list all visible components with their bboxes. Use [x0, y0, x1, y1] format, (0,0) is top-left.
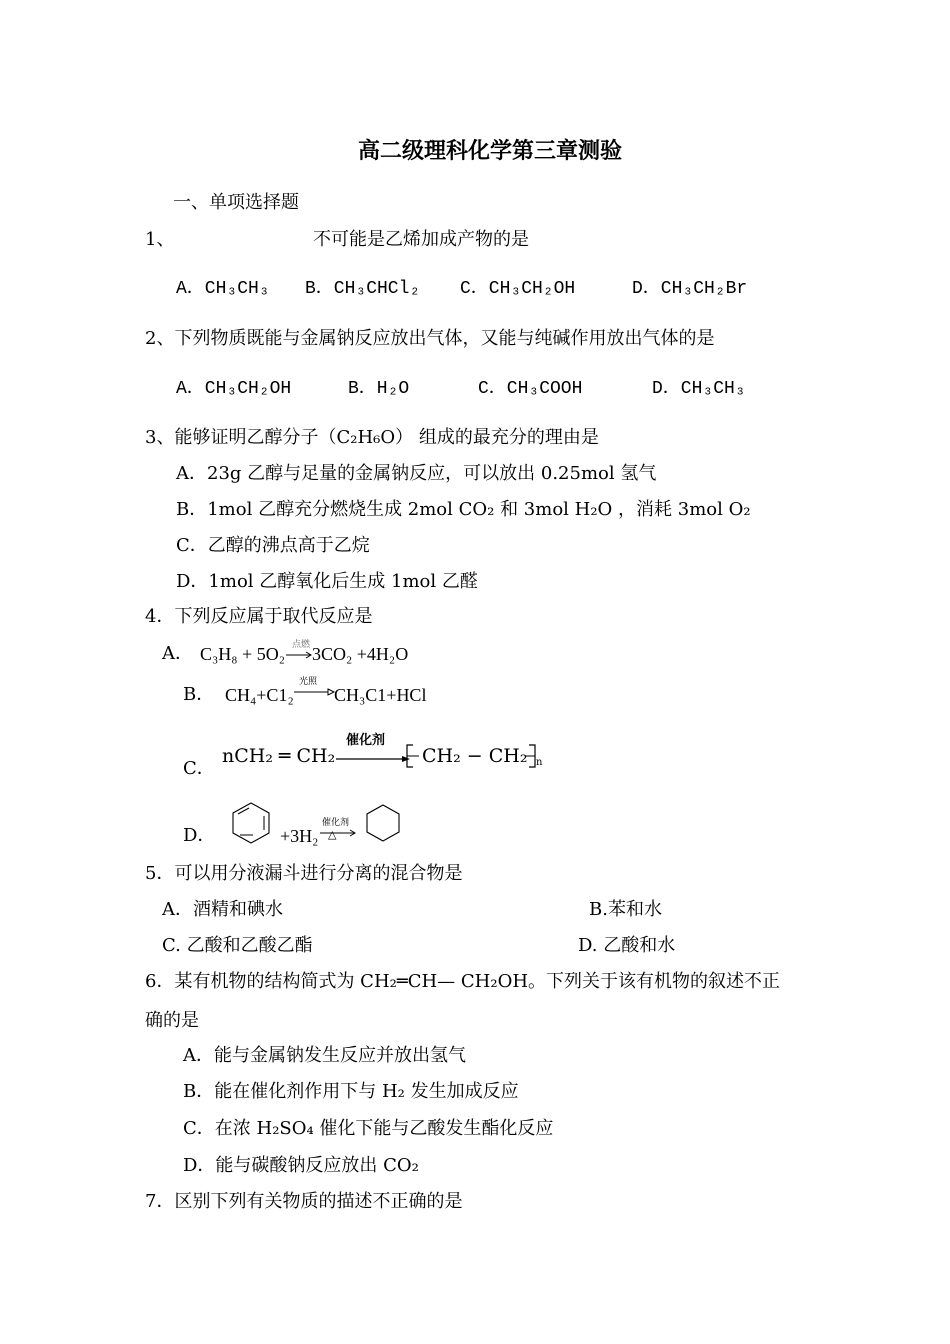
q3-stem: 3、能够证明乙醇分子（C₂H₆O） 组成的最充分的理由是	[145, 427, 599, 448]
q4-d-heat: △	[328, 828, 337, 841]
q3-option-a: A．23g 乙醇与足量的金属钠反应，可以放出 0.25mol 氢气	[176, 463, 657, 484]
q4-a-condition: 点燃	[292, 640, 311, 650]
q6-option-a: A．能与金属钠发生反应并放出氢气	[183, 1045, 466, 1066]
q1-option-a: A．CH₃CH₃	[176, 279, 270, 299]
q1-number: 1、	[145, 229, 175, 250]
q5-option-b: B.苯和水	[589, 899, 662, 920]
q1-option-d: D．CH₃CH₂Br	[632, 279, 748, 299]
q3-option-c: C．乙醇的沸点高于乙烷	[176, 535, 370, 556]
q4-option-d-label: D．	[183, 825, 216, 846]
q6-option-c: C．在浓 H₂SO₄ 催化下能与乙酸发生酯化反应	[183, 1118, 554, 1139]
section-heading: 一、单项选择题	[173, 192, 299, 213]
benzene-ring-icon	[231, 802, 271, 844]
q2-option-a: A．CH₃CH₂OH	[176, 379, 292, 399]
q5-option-c: C. 乙酸和乙酸乙酯	[162, 935, 313, 956]
q4-c-subscript: n	[536, 757, 543, 768]
q2-option-d: D．CH₃CH₃	[652, 379, 746, 399]
page-title: 高二级理科化学第三章测验	[358, 138, 623, 164]
q4-d-arrow-icon	[320, 829, 360, 839]
q4-stem: 4．下列反应属于取代反应是	[145, 606, 373, 627]
q4-d-condition: 催化剂	[322, 818, 350, 828]
q4-b-products: CH₃C1+HCl	[334, 685, 427, 705]
q2-option-c: C．CH₃COOH	[478, 379, 583, 399]
q5-stem: 5．可以用分液漏斗进行分离的混合物是	[145, 863, 463, 884]
q3-option-b: B．1mol 乙醇充分燃烧生成 2mol CO₂ 和 3mol H₂O ，消耗 3mol O₂	[176, 499, 751, 520]
q1-stem: 不可能是乙烯加成产物的是	[313, 229, 529, 250]
q4-b-condition: 光照	[299, 677, 318, 687]
q1-option-b: B．CH₃CHCl₂	[305, 279, 421, 299]
q4-a-products: 3CO₂ +4H₂O	[312, 644, 409, 664]
q7-stem: 7．区别下列有关物质的描述不正确的是	[145, 1191, 463, 1212]
q4-option-a-label: A．	[162, 643, 193, 664]
q2-option-b: B．H₂O	[348, 379, 410, 399]
q6-stem-line2: 确的是	[145, 1010, 199, 1031]
q4-c-condition: 催化剂	[346, 733, 386, 748]
q1-option-c: C．CH₃CH₂OH	[460, 279, 576, 299]
q4-b-arrow-icon	[294, 688, 336, 698]
q6-option-b: B．能在催化剂作用下与 H₂ 发生加成反应	[183, 1081, 519, 1102]
q4-c-product: CH₂ − CH₂	[422, 745, 528, 767]
q5-option-d: D. 乙酸和水	[578, 935, 676, 956]
q4-c-reactant: nCH₂ ═ CH₂	[222, 745, 336, 767]
q6-stem-line1: 6．某有机物的结构简式为 CH₂═CH— CH₂OH。下列关于该有机物的叙述不正	[145, 971, 781, 992]
q4-b-reactants: CH₄+C1₂	[225, 685, 294, 705]
q4-a-reactants: C₃H₈ + 5O₂	[200, 644, 285, 664]
q6-option-d: D．能与碳酸钠反应放出 CO₂	[183, 1155, 419, 1176]
q4-d-hydrogen: +3H₂	[280, 826, 319, 846]
q4-a-arrow-icon	[286, 650, 314, 660]
q2-stem: 2、下列物质既能与金属钠反应放出气体，又能与纯碱作用放出气体的是	[145, 328, 715, 349]
cyclohexane-ring-icon	[365, 804, 401, 842]
q4-option-b-label: B．	[183, 684, 215, 705]
q5-option-a: A．酒精和碘水	[162, 899, 283, 920]
q3-option-d: D．1mol 乙醇氧化后生成 1mol 乙醛	[176, 571, 478, 592]
q4-c-arrow-icon	[336, 755, 412, 765]
q4-option-c-label: C．	[183, 758, 215, 779]
